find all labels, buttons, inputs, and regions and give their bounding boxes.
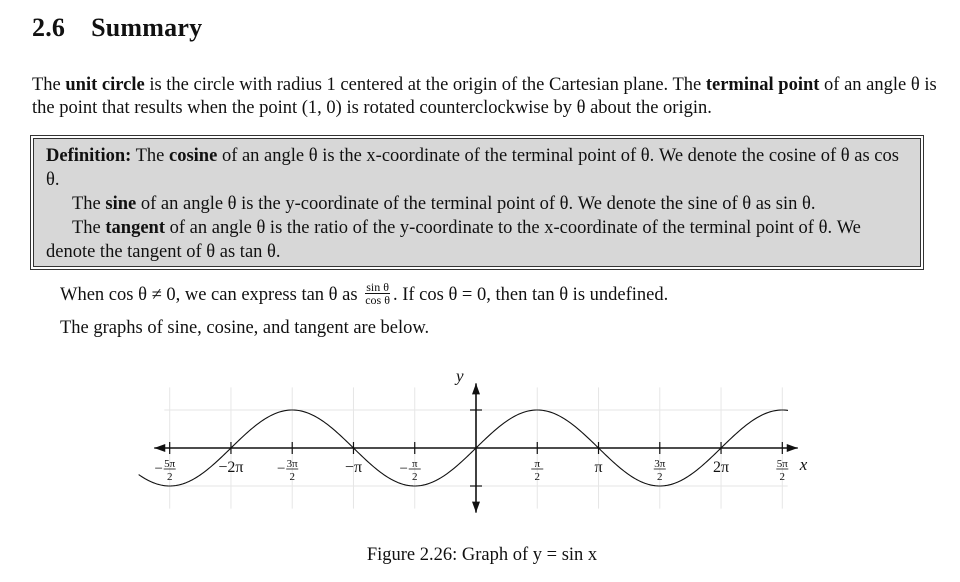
x-tick-label: π — [594, 459, 603, 476]
x-tick-label-numerator: 5π — [164, 458, 176, 470]
definition-text: The — [72, 194, 106, 214]
x-axis-arrow-left — [154, 444, 165, 452]
definition-label: Definition: — [46, 146, 132, 166]
x-tick-label-denominator: 2 — [534, 471, 541, 483]
x-axis-arrow-right — [787, 444, 798, 452]
x-tick-label: 2π — [713, 459, 730, 476]
x-tick-label-denominator: 2 — [411, 471, 418, 483]
fraction-denominator: cos θ — [365, 293, 390, 308]
definition-text: of an angle θ is the x-coordinate of the terminal point of θ. We denote the cosine of θ as cos θ. — [46, 146, 899, 190]
x-tick-label-minus: − — [154, 461, 163, 477]
intro-text: of an angle θ is the point that results when the point (1, 0) is rotated counterclockwise by θ about the origin. — [32, 75, 937, 118]
y-axis-label: y — [456, 366, 464, 386]
x-tick-label-minus: − — [276, 461, 286, 477]
definition-text: The — [72, 218, 106, 238]
y-axis-arrow-down — [472, 502, 480, 513]
figure-caption: Figure 2.26: Graph of y = sin x — [366, 545, 598, 565]
x-tick-label-denominator: 2 — [289, 471, 295, 483]
paragraph-text: When cos θ ≠ 0, we can express tan θ as — [60, 285, 363, 305]
definition-text: of an angle θ is the ratio of the y-coordinate to the x-coordinate of the terminal point of θ. We denote the tangent of θ as tan θ. — [46, 218, 861, 262]
x-tick-label-numerator: 3π — [286, 458, 298, 470]
x-tick-label: −2π — [218, 459, 244, 476]
x-tick-label-denominator: 2 — [779, 471, 786, 483]
x-tick-label-numerator: π — [411, 458, 418, 470]
term-cosine: cosine — [169, 146, 218, 166]
definition-text: The — [131, 146, 169, 166]
section-title: Summary — [91, 13, 203, 42]
term-tangent: tangent — [105, 218, 166, 238]
section-number: 2.6 — [32, 13, 66, 42]
intro-text: The — [32, 75, 66, 95]
x-axis-label: x — [799, 455, 808, 474]
x-tick-label: −π — [344, 459, 363, 476]
x-tick-label-numerator: 3π — [654, 458, 666, 470]
x-tick-label-minus: − — [399, 461, 408, 477]
definition-text: of an angle θ is the y-coordinate of the terminal point of θ. We denote the sine of θ as sin θ. — [136, 194, 816, 214]
term-unit-circle: unit circle — [65, 75, 145, 95]
x-tick-label-numerator: 5π — [776, 458, 788, 470]
x-tick-label-denominator: 2 — [657, 471, 663, 483]
term-sine: sine — [105, 194, 137, 214]
paragraph-text: . If cos θ = 0, then tan θ is undefined. — [392, 285, 669, 305]
y-axis-arrow-up — [472, 383, 480, 394]
x-tick-label-denominator: 2 — [166, 471, 173, 483]
term-terminal-point: terminal point — [705, 75, 820, 95]
x-tick-label-numerator: π — [534, 458, 541, 470]
fraction-numerator: sin θ — [366, 280, 389, 295]
intro-text: is the circle with radius 1 centered at the origin of the Cartesian plane. The — [144, 75, 706, 95]
graphs-intro-paragraph: The graphs of sine, cosine, and tangent are below. — [60, 318, 430, 338]
